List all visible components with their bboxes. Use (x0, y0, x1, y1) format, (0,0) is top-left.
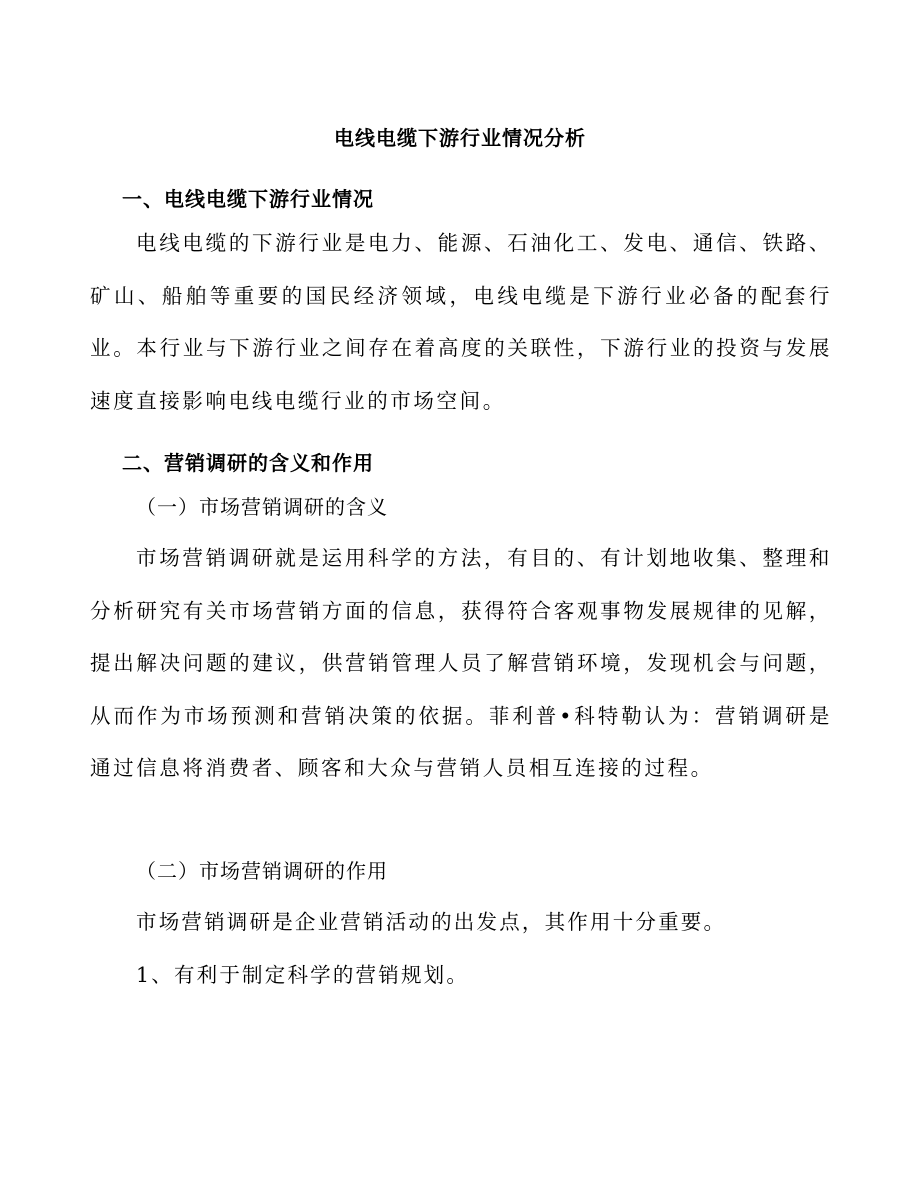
section-1-heading: 一、电线电缆下游行业情况 (122, 187, 374, 211)
subsection-2-heading: （二）市场营销调研的作用 (136, 859, 388, 883)
subsection-1-paragraph: 市场营销调研就是运用科学的方法，有目的、有计划地收集、整理和分析研究有关市场营销方面的信息，获得符合客观事物发展规律的见解，提出解决问题的建议，供营销管理人员了解营销环境，发现机会与问题，从而作为市场预测和营销决策的依据。菲利普•科特勒认为：营销调研是通过信息将消费者、顾客和大众与营销人员相互连接的过程。 (90, 546, 832, 781)
section-2-heading: 二、营销调研的含义和作用 (122, 451, 374, 475)
document-title: 电线电缆下游行业情况分析 (334, 126, 586, 150)
list-item-1: 1、有利于制定科学的营销规划。 (136, 963, 470, 987)
subsection-2-paragraph: 市场营销调研是企业营销活动的出发点，其作用十分重要。 (136, 910, 727, 934)
subsection-1-heading: （一）市场营销调研的含义 (136, 495, 388, 519)
section-1-paragraph: 电线电缆的下游行业是电力、能源、石油化工、发电、通信、铁路、矿山、船舶等重要的国民经济领域，电线电缆是下游行业必备的配套行业。本行业与下游行业之间存在着高度的关联性，下游行业的投资与发展速度直接影响电线电缆行业的市场空间。 (90, 231, 832, 413)
